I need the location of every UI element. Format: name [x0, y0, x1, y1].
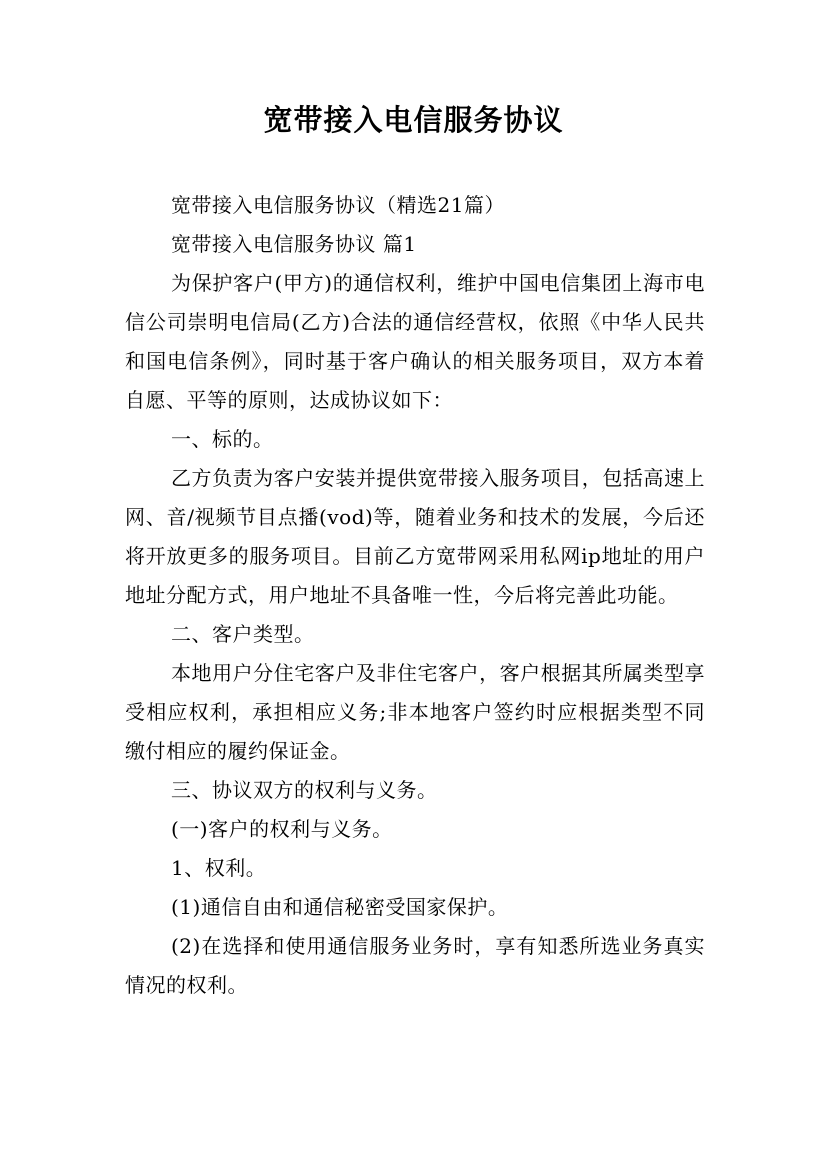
paragraph: 宽带接入电信服务协议（精选21篇） — [171, 193, 505, 217]
paragraph: (1)通信自由和通信秘密受国家保护。 — [171, 895, 509, 919]
paragraph: 1、权利。 — [171, 856, 267, 880]
document-title: 宽带接入电信服务协议 — [263, 103, 564, 137]
paragraph: 一、标的。 — [171, 427, 274, 451]
paragraph: 三、协议双方的权利与义务。 — [171, 778, 438, 802]
paragraph: 为保护客户(甲方)的通信权利，维护中国电信集团上海市电信公司崇明电信局(乙方)合法的通信经营权，依照《中华人民共和国电信条例》，同时基于客户确认的相关服务项目，双方本着自愿、平等的原则，达成协议如下： — [125, 271, 705, 412]
paragraph: 乙方负责为客户安装并提供宽带接入服务项目，包括高速上网、音/视频节目点播(vod)等，随着业务和技术的发展，今后还将开放更多的服务项目。目前乙方宽带网采用私网ip地址的用户地址分配方式，用户地址不具备唯一性，今后将完善此功能。 — [125, 466, 705, 607]
paragraph: 二、客户类型。 — [171, 622, 315, 646]
paragraph: (一)客户的权利与义务。 — [171, 817, 393, 841]
paragraph: (2)在选择和使用通信服务业务时，享有知悉所选业务真实情况的权利。 — [125, 934, 705, 997]
paragraph: 本地用户分住宅客户及非住宅客户，客户根据其所属类型享受相应权利，承担相应义务;非本地客户签约时应根据类型不同缴付相应的履约保证金。 — [125, 661, 705, 763]
document-body — [125, 186, 705, 1005]
paragraph: 宽带接入电信服务协议 篇1 — [171, 232, 417, 256]
